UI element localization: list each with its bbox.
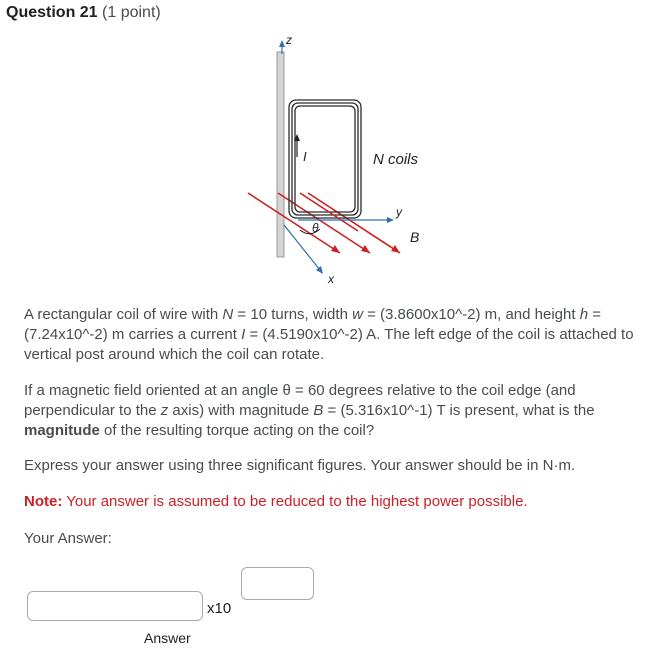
instructions: Express your answer using three significant figures. Your answer should be in N·m. [24, 457, 576, 474]
p1-text-3: = (3.8600x10^-2) m, and height [362, 306, 580, 323]
p2-var-b: B [313, 402, 324, 419]
field-statement [24, 381, 634, 441]
note-label: Note: [24, 493, 63, 510]
field-arrowhead-3 [391, 245, 400, 253]
question-title [6, 4, 161, 22]
p2-var-z: z [160, 402, 169, 419]
p1-var-i: I [241, 326, 246, 343]
field-label: B [410, 229, 420, 245]
field-line-1 [248, 193, 340, 253]
current-label: I [303, 149, 307, 164]
y-axis-arrowhead [387, 217, 394, 223]
p1-var-n: N [222, 306, 234, 323]
p2-text-3: = (5.316x10^-1) T is present, what is the [323, 402, 595, 419]
p2-text-2: axis) with magnitude [168, 402, 314, 419]
z-axis-label: z [286, 33, 292, 47]
p1-text-4: = (7.24x10^-2) m carries a current [24, 306, 601, 343]
answer-exponent-input[interactable] [241, 567, 314, 600]
p1-text-2: = 10 turns, width [233, 306, 353, 323]
p1-text-1: A rectangular coil of wire with [24, 306, 223, 323]
x-axis-label: x [328, 272, 334, 286]
field-arrowhead-2 [361, 245, 370, 253]
p2-text-4: of the resulting torque acting on the coil? [99, 422, 375, 439]
coil-diagram [240, 30, 440, 290]
p1-var-w: w [352, 306, 363, 323]
vertical-post [277, 52, 284, 257]
note [24, 492, 634, 512]
y-axis-label: y [396, 205, 402, 219]
p2-bold-magnitude: magnitude [24, 422, 100, 439]
note-text: Your answer is assumed to be reduced to the highest power possible. [62, 493, 528, 510]
z-axis-arrowhead [279, 40, 285, 47]
coil-outer [289, 100, 361, 218]
problem-statement [24, 305, 634, 365]
coil-middle [292, 103, 358, 215]
angle-label: θ [312, 221, 319, 235]
p2-text-1: If a magnetic field oriented at an angle θ = 60 degrees relative to the coil edge (and perpendicular to the [24, 382, 576, 419]
times-ten-label: x10 [207, 600, 232, 617]
p1-text-5: = (4.5190x10^-2) A. The left edge of the coil is attached to vertical post around which the coil can rotate. [24, 326, 634, 363]
field-arrowhead-1 [331, 245, 340, 253]
question-points: (1 point) [102, 4, 161, 21]
p1-var-h: h [579, 306, 589, 323]
coils-label: N coils [373, 151, 419, 168]
answer-caption: Answer [144, 630, 191, 646]
question-number: Question 21 [6, 4, 98, 21]
answer-mantissa-input[interactable] [27, 591, 203, 621]
field-line-3 [308, 193, 400, 253]
your-answer-label: Your Answer: [24, 530, 112, 547]
